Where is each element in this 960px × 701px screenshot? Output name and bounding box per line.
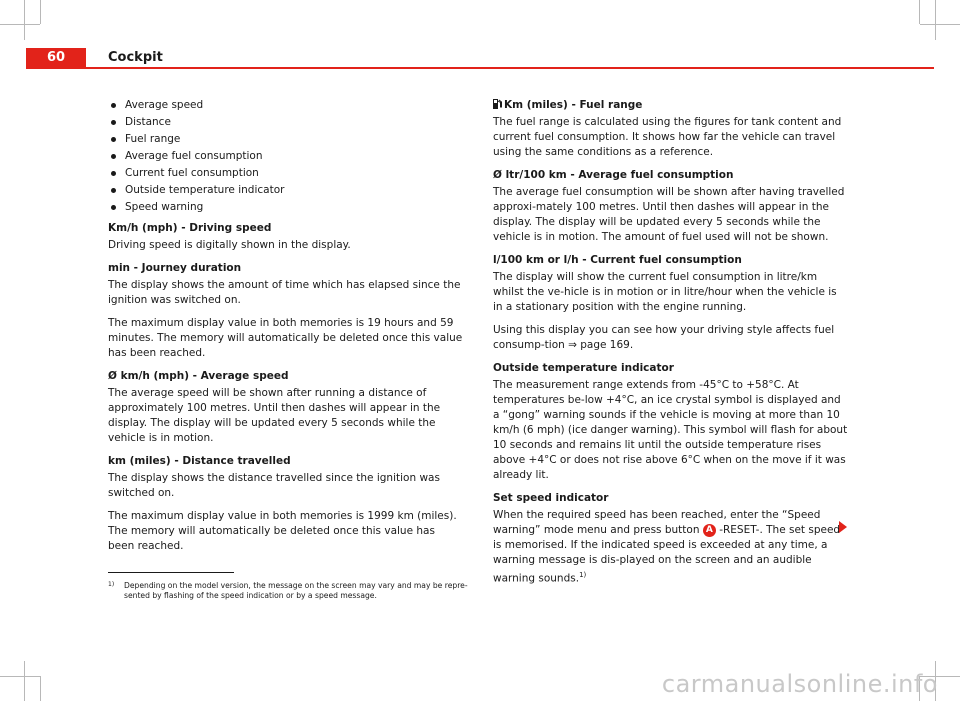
average-speed-text: The average speed will be shown after running a distance of approximately 100 metres. Until then dashes will appear in the display. The display will be updated every 5 seconds while the vehicle is in motion.: [108, 387, 441, 444]
distance-text: The display shows the distance travelled since the ignition was switched on.: [108, 472, 440, 499]
fuel-range-text: The fuel range is calculated using the figures for tank content and current fuel consumption. It shows how far the vehicle can travel using the same conditions as a reference.: [493, 116, 842, 158]
set-speed-text: When the required speed has been reached, enter the “Speed warning” mode menu and press button A -RESET-. The set speed is memorised. If the indicated speed is exceeded at any time, a warning message is dis-played on the screen and an audible warning sounds.$^{1)}$: [493, 509, 841, 585]
left-column: [108, 98, 464, 562]
page-number: 60: [26, 48, 86, 68]
driving-speed-heading: Km/h (mph) - Driving speed: [108, 222, 272, 234]
list-item: Current fuel consumption: [108, 166, 464, 181]
right-column: [493, 98, 849, 595]
distance-max-text: The maximum display value in both memories is 1999 km (miles). The memory will automatically be deleted once this value has been reached.: [108, 510, 457, 552]
crop-mark: [919, 0, 920, 24]
average-speed-heading: Ø km/h (mph) - Average speed: [108, 370, 289, 382]
bullet-icon: [111, 120, 116, 125]
journey-duration-max-text: The maximum display value in both memories is 19 hours and 59 minutes. The memory will automatically be deleted once this value has been reached.: [108, 317, 463, 359]
distance-heading: km (miles) - Distance travelled: [108, 455, 291, 467]
driving-speed-text: Driving speed is digitally shown in the display.: [108, 239, 351, 251]
bullet-icon: [111, 137, 116, 142]
bullet-icon: [111, 188, 116, 193]
current-consumption-text: The display will show the current fuel consumption in litre/km whilst the ve-hicle is in motion or in litre/hour when the vehicle is in a stationary position with the engine running.: [493, 271, 837, 313]
list-item: Distance: [108, 115, 464, 130]
bullet-icon: [111, 205, 116, 210]
outside-temperature-heading: Outside temperature indicator: [493, 362, 674, 374]
journey-duration-text: The display shows the amount of time which has elapsed since the ignition was switched on.: [108, 279, 461, 306]
bullet-icon: [111, 154, 116, 159]
driving-style-text: Using this display you can see how your driving style affects fuel consump-tion ⇒ page 169.: [493, 324, 835, 351]
average-consumption-text: The average fuel consumption will be shown after having travelled approxi-mately 100 metres. Until then dashes will appear in the display. The display will be updated every 5 seconds while the vehicle is in motion. The amount of fuel used will not be shown.: [493, 186, 845, 243]
journey-duration-heading: min - Journey duration: [108, 262, 242, 274]
list-item: Outside temperature indicator: [108, 183, 464, 198]
button-a-badge: A: [703, 524, 716, 537]
crop-mark: [40, 676, 41, 701]
footnote-mark: 1): [108, 581, 115, 588]
list-item: Average fuel consumption: [108, 149, 464, 164]
crop-mark: [40, 0, 41, 24]
footnote: [108, 581, 478, 601]
crop-mark: [24, 0, 25, 40]
footnote-text: Depending on the model version, the message on the screen may vary and may be repre-sented by flashing of the speed indication or by a speed message.: [124, 581, 468, 600]
crop-mark: [920, 24, 960, 25]
bullet-icon: [111, 171, 116, 176]
section-title: Cockpit: [108, 50, 163, 65]
watermark: carmanualsonline.info: [661, 670, 938, 698]
continue-arrow-icon: [839, 521, 847, 533]
crop-mark: [24, 661, 25, 701]
crop-mark: [0, 676, 40, 677]
current-consumption-heading: l/100 km or l/h - Current fuel consumption: [493, 254, 742, 266]
header-rule: [26, 67, 934, 69]
list-item: Speed warning: [108, 200, 464, 215]
footnote-ref: 1): [579, 571, 587, 579]
list-item: Fuel range: [108, 132, 464, 147]
function-list: [108, 98, 464, 215]
list-item: Average speed: [108, 98, 464, 113]
crop-mark: [935, 0, 936, 40]
crop-mark: [0, 24, 40, 25]
footnote-rule: [108, 572, 234, 573]
outside-temperature-text: The measurement range extends from -45°C to +58°C. At temperatures be-low +4°C, an ice crystal symbol is displayed and a “gong” warning sounds if the vehicle is moving at more than 10 km/h (6 mph) (ice danger warning). This symbol will flash for about 10 seconds and remains lit until the outside temperature rises above +4°C or does not rise above 6°C when on the move if it was already lit.: [493, 379, 848, 481]
fuel-range-heading: Km (miles) - Fuel range: [493, 98, 849, 113]
bullet-icon: [111, 103, 116, 108]
fuel-pump-icon: [493, 98, 502, 109]
average-consumption-heading: Ø ltr/100 km - Average fuel consumption: [493, 169, 734, 181]
set-speed-heading: Set speed indicator: [493, 492, 609, 504]
